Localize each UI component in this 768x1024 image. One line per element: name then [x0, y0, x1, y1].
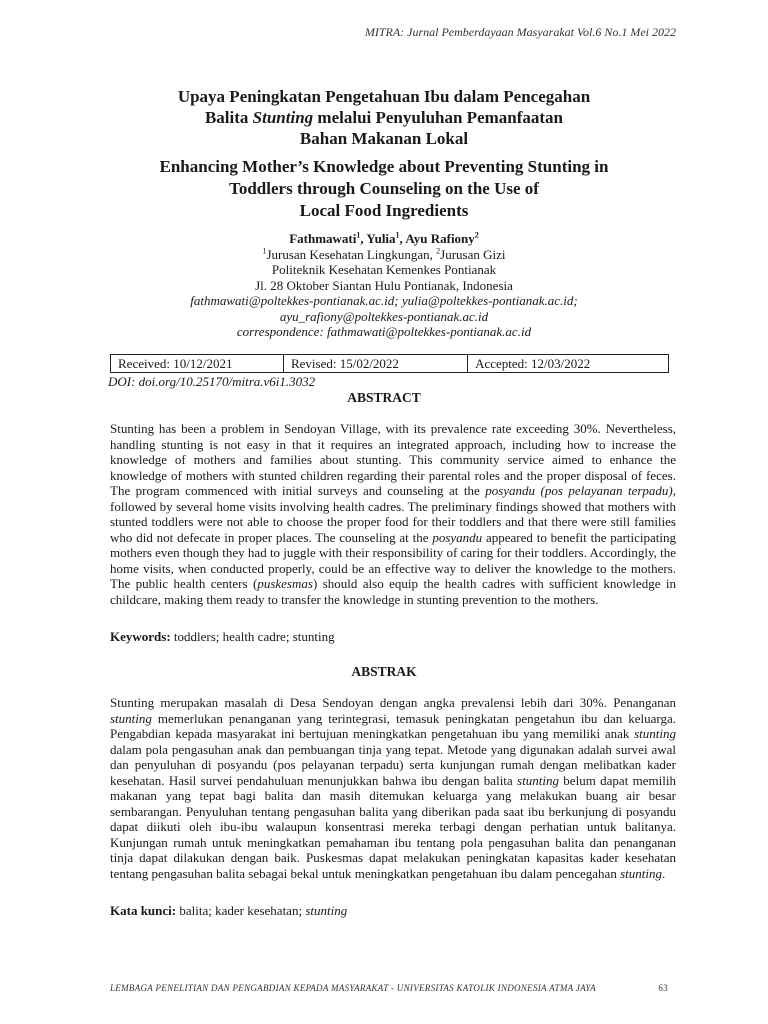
title-id-line1: Upaya Peningkatan Pengetahuan Ibu dalam Pencegahan: [177, 87, 591, 106]
abstrak-text-2: memerlukan penanganan yang terintegrasi, temasuk peningkatan pengetahun ibu dan keluarga. Pengabdian kepada masyarakat ini bertujuan meningkatkan pengetahuan ibu yang memiliki anak: [110, 710, 676, 741]
institution: Politeknik Kesehatan Kemenkes Pontianak: [271, 262, 497, 277]
abstract-text-3: appeared to benefit the participating mothers even though they had to juggle with their responsibility of caring for their toddlers. Accordingly, the home visits, when conducted properly, could be an effective way to deliver the knowledge to the mothers. The public health centers (: [110, 529, 676, 591]
abstrak-italic-4: stunting: [620, 865, 662, 881]
aff-sup-2: 2: [436, 246, 441, 256]
title-id-line2-pre: Balita: [204, 108, 253, 127]
emails-line1: fathmawati@poltekkes-pontianak.ac.id; yulia@poltekkes-pontianak.ac.id;: [190, 293, 578, 308]
abstract-heading: ABSTRACT: [347, 390, 421, 405]
page-number: 63: [658, 983, 668, 993]
aff-sup-1: 1: [262, 246, 267, 256]
author-block: [0, 231, 768, 340]
abstrak-heading: ABSTRAK: [351, 664, 417, 679]
keywords: [110, 629, 335, 645]
affiliation-2: Jurusan Gizi: [440, 246, 506, 262]
dates-table: [110, 354, 669, 373]
keywords-label: Keywords:: [110, 629, 171, 644]
author-3: , Ayu Rafiony: [399, 231, 475, 246]
title-english: [0, 156, 768, 222]
abstrak-text-4: belum dapat memilih makanan yang tepat bagi balita dan masih ditemukan keluarga yang melakukan buang air besar sembarangan. Penyuluhan tentang pengasuhan balita yang diberikan pada saat ibu berkunjung di posyandu dapat diikuti oleh ibu-ibu walaupun konsentrasi mereka terbagi dengan perhatian untuk balitanya. Kunjungan rumah untuk meningkatkan pemahaman ibu tentang pola pengasuhan balita dan penanganan tinja dapat dilakukan dengan baik. Puskesmas dapat melakukan peningkatan kapasitas kader kesehatan tentang pengasuhan balita sebagai bekal untuk meningkatkan pengetahuan ibu dalam pencegahan: [110, 772, 676, 881]
abstrak-text-3: dalam pola pengasuhan anak dan pembuangan tinja yang tepat. Metode yang digunakan adalah survei awal dan penyuluhan di posyandu (pos pelayanan terpadu) serta kunjungan rumah dengan melibatkan kader kesehatan. Hasil survei pendahuluan menunjukkan bahwa ibu dengan balita: [110, 741, 676, 788]
received-date: Received: 10/12/2021: [111, 355, 284, 373]
title-id-line2-post: melalui Penyuluhan Pemanfaatan: [313, 108, 564, 127]
title-en-line1: Enhancing Mother’s Knowledge about Preventing Stunting in: [159, 157, 609, 176]
affiliation-1: Jurusan Kesehatan Lingkungan,: [266, 246, 437, 262]
keywords-text: toddlers; health cadre; stunting: [170, 629, 335, 644]
abstrak-body: [110, 695, 676, 881]
abstract-italic-2: posyandu: [432, 529, 483, 545]
dates-row: [111, 355, 669, 373]
revised-date: Revised: 15/02/2022: [283, 355, 467, 373]
emails-line2: ayu_rafiony@poltekkes-pontianak.ac.id: [279, 308, 489, 324]
author-names: [0, 231, 768, 247]
abstrak-text-1: Stunting merupakan masalah di Desa Sendoyan dengan angka prevalensi lebih dari 30%. Penanganan: [110, 695, 676, 710]
title-id-line2-italic: Stunting: [252, 108, 314, 127]
abstract-text-1: Stunting has been a problem in Sendoyan Village, with its prevalence rate exceeding 30%. Nevertheless, handling stunting is not easy in that it requires an integrated approach, including how to increase the knowledge of mothers and families about stunting. This community service aimed to enhance the knowledge of mothers with stunted children regarding their parental roles and the proper disposal of feces. The program commenced with initial surveys and counseling at the: [110, 421, 676, 498]
kata-kunci: [110, 903, 347, 919]
author-2-sup: 1: [395, 230, 400, 240]
kata-kunci-text: balita; kader kesehatan;: [176, 903, 306, 918]
abstract-italic-3: puskesmas: [257, 576, 313, 591]
journal-header: MITRA: Jurnal Pemberdayaan Masyarakat Vol.6 No.1 Mei 2022: [364, 25, 676, 39]
abstrak-italic-3: stunting: [517, 772, 559, 788]
author-1-sup: 1: [356, 230, 361, 240]
title-id-line2: [0, 107, 768, 128]
abstract-text-2: , followed by several home visits involving health cadres. The preliminary findings showed that mothers with stunted toddlers were not able to choose the proper food for their toddlers and that there were still families who did not defecate in proper places. The counseling at the: [110, 483, 676, 545]
kata-kunci-italic: stunting: [305, 903, 348, 918]
abstrak-italic-2: stunting: [634, 726, 676, 741]
page-footer: [110, 983, 668, 993]
author-1: Fathmawati: [289, 231, 357, 246]
title-indonesian: [0, 86, 768, 149]
doi-link[interactable]: DOI: doi.org/10.25170/mitra.v6i1.3032: [108, 374, 316, 389]
kata-kunci-label: Kata kunci:: [110, 903, 177, 918]
accepted-date: Accepted: 12/03/2022: [468, 355, 669, 373]
author-2: , Yulia: [360, 231, 396, 246]
correspondence: correspondence: fathmawati@poltekkes-pontianak.ac.id: [236, 324, 532, 339]
abstrak-text-5: .: [661, 865, 666, 881]
address: Jl. 28 Oktober Siantan Hulu Pontianak, Indonesia: [255, 277, 513, 293]
author-3-sup: 2: [474, 230, 479, 240]
abstract-text-4: ) should also equip the health cadres with sufficient knowledge in childcare, making them ready to transfer the knowledge in stunting prevention to the mothers.: [110, 576, 677, 607]
affiliations: [0, 247, 768, 263]
abstrak-italic-1: stunting: [110, 710, 152, 726]
footer-text: LEMBAGA PENELITIAN DAN PENGABDIAN KEPADA MASYARAKAT - UNIVERSITAS KATOLIK INDONESIA ATMA JAYA: [110, 983, 596, 993]
abstract-body: [110, 421, 676, 607]
abstract-italic-1: posyandu (pos pelayanan terpadu): [485, 483, 673, 498]
title-en-line2: Toddlers through Counseling on the Use of: [229, 179, 539, 198]
title-en-line3: Local Food Ingredients: [299, 201, 469, 220]
title-id-line3: Bahan Makanan Lokal: [299, 129, 469, 148]
